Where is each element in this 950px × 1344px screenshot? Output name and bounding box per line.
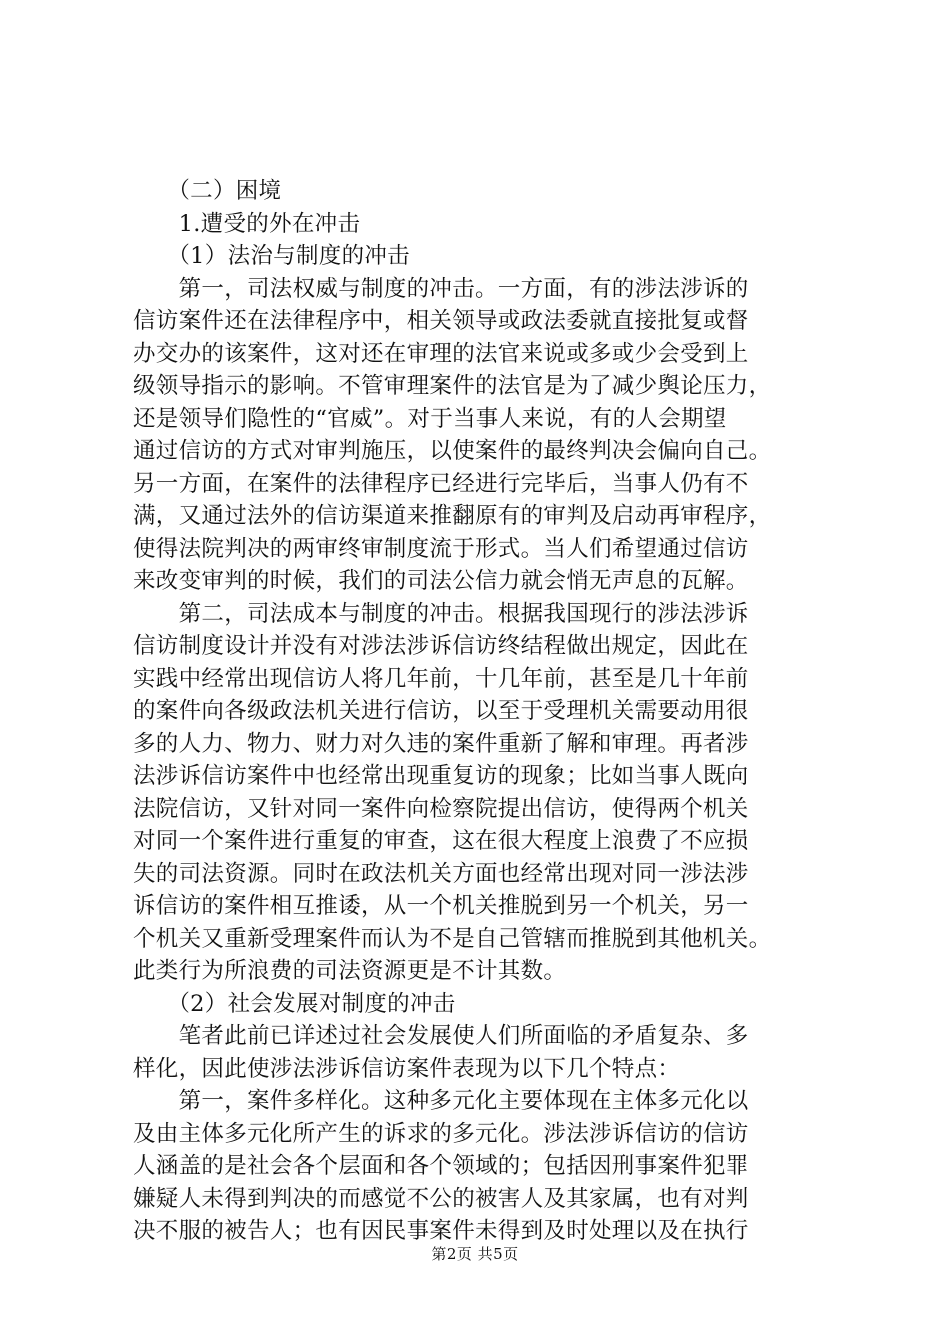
paragraph-line: 第一，案件多样化。这种多元化主要体现在主体多元化以: [133, 1088, 749, 1114]
paragraph-line: 笔者此前已详述过社会发展使人们所面临的矛盾复杂、多: [133, 1023, 749, 1049]
paragraph-line: 使得法院判决的两审终审制度流于形式。当人们希望通过信访: [133, 535, 749, 562]
paragraph-line: 多的人力、物力、财力对久违的案件重新了解和审理。再者涉: [133, 730, 749, 757]
paragraph-line: 个机关又重新受理案件而认为不是自己管辖而推脱到其他机关。: [133, 925, 772, 952]
paragraph-line: 级领导指示的影响。不管审理案件的法官是为了减少舆论压力，: [133, 373, 772, 399]
heading-section-2: （二）困境: [133, 178, 282, 204]
paragraph-line: 失的司法资源。同时在政法机关方面也经常出现对同一涉法涉: [133, 860, 749, 887]
paragraph-line: 及由主体多元化所产生的诉求的多元化。涉法涉诉信访的信访: [133, 1120, 749, 1147]
paragraph-line: 满，又通过法外的信访渠道来推翻原有的审判及启动再审程序，: [133, 503, 772, 529]
paragraph-line: 信访制度设计并没有对涉法涉诉信访终结程做出规定，因此在: [133, 633, 749, 659]
paragraph-line: 诉信访的案件相互推诿，从一个机关推脱到另一个机关，另一: [133, 893, 749, 919]
paragraph-line: 法院信访，又针对同一案件向检察院提出信访，使得两个机关: [133, 795, 749, 822]
heading-subsection-1: 1.遭受的外在冲击: [133, 210, 361, 237]
paragraph-line: 的案件向各级政法机关进行信访，以至于受理机关需要动用很: [133, 698, 749, 724]
paragraph-line: 信访案件还在法律程序中，相关领导或政法委就直接批复或督: [133, 308, 749, 334]
page-footer: 第2页 共5页: [431, 1245, 519, 1263]
paragraph-line: 法涉诉信访案件中也经常出现重复访的现象；比如当事人既向: [133, 763, 749, 789]
paragraph-line: 实践中经常出现信访人将几年前，十几年前，甚至是几十年前: [133, 665, 749, 692]
paragraph-line: 对同一个案件进行重复的审查，这在很大程度上浪费了不应损: [133, 828, 749, 854]
paragraph-line: 第一，司法权威与制度的冲击。一方面，有的涉法涉诉的: [133, 275, 749, 302]
paragraph-line: 来改变审判的时候，我们的司法公信力就会悄无声息的瓦解。: [133, 568, 749, 594]
body-text: [133, 175, 833, 1248]
paragraph-line: 嫌疑人未得到判决的而感觉不公的被害人及其家属，也有对判: [133, 1185, 749, 1212]
heading-subsection-1-2: （2）社会发展对制度的冲击: [133, 990, 456, 1017]
heading-subsection-1-1: （1）法治与制度的冲击: [133, 243, 410, 269]
paragraph-line: 还是领导们隐性的“官威”。对于当事人来说，有的人会期望: [133, 405, 727, 432]
paragraph-line: 此类行为所浪费的司法资源更是不计其数。: [133, 958, 567, 984]
paragraph-line: 样化，因此使涉法涉诉信访案件表现为以下几个特点：: [133, 1055, 681, 1082]
paragraph-line: 另一方面，在案件的法律程序已经进行完毕后，当事人仍有不: [133, 470, 749, 497]
paragraph-line: 办交办的该案件，这对还在审理的法官来说或多或少会受到上: [133, 340, 749, 367]
paragraph-line: 通过信访的方式对审判施压，以使案件的最终判决会偏向自己。: [133, 438, 772, 464]
paragraph-line: 人涵盖的是社会各个层面和各个领域的；包括因刑事案件犯罪: [133, 1153, 749, 1179]
paragraph-line: 第二，司法成本与制度的冲击。根据我国现行的涉法涉诉: [133, 600, 749, 627]
paragraph-line: 决不服的被告人；也有因民事案件未得到及时处理以及在执行: [133, 1218, 749, 1244]
